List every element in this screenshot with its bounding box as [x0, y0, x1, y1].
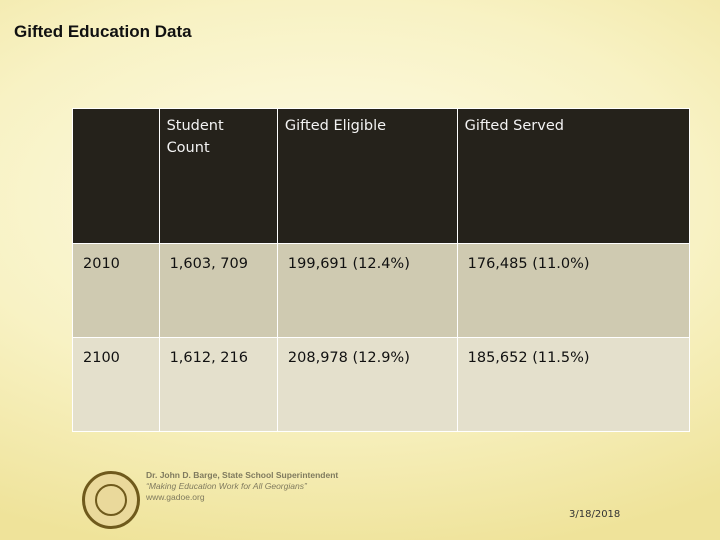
table-header-row: [73, 109, 690, 244]
cell-year: 2010: [73, 244, 160, 338]
cell-gifted-eligible: 208,978 (12.9%): [277, 338, 457, 432]
footer-slogan: “Making Education Work for All Georgians”: [146, 481, 307, 491]
slide-title: Gifted Education Data: [14, 22, 192, 41]
footer-credits: [146, 470, 338, 503]
gifted-data-table: [72, 108, 690, 432]
table-row: [73, 244, 690, 338]
header-gifted-eligible: Gifted Eligible: [277, 109, 457, 244]
header-gifted-served: Gifted Served: [457, 109, 689, 244]
cell-student-count: 1,603, 709: [159, 244, 277, 338]
header-student-count: Student Count: [159, 109, 277, 244]
seal-center-icon: [95, 484, 127, 516]
seal-icon: [82, 471, 140, 529]
header-cell-blank: [73, 109, 160, 244]
cell-gifted-eligible: 199,691 (12.4%): [277, 244, 457, 338]
cell-gifted-served: 185,652 (11.5%): [457, 338, 689, 432]
table-row: [73, 338, 690, 432]
cell-gifted-served: 176,485 (11.0%): [457, 244, 689, 338]
footer-website[interactable]: www.gadoe.org: [146, 492, 205, 502]
footer-superintendent: Dr. John D. Barge, State School Superintendent: [146, 470, 339, 480]
cell-student-count: 1,612, 216: [159, 338, 277, 432]
cell-year: 2100: [73, 338, 160, 432]
slide-date: 3/18/2018: [569, 509, 621, 520]
